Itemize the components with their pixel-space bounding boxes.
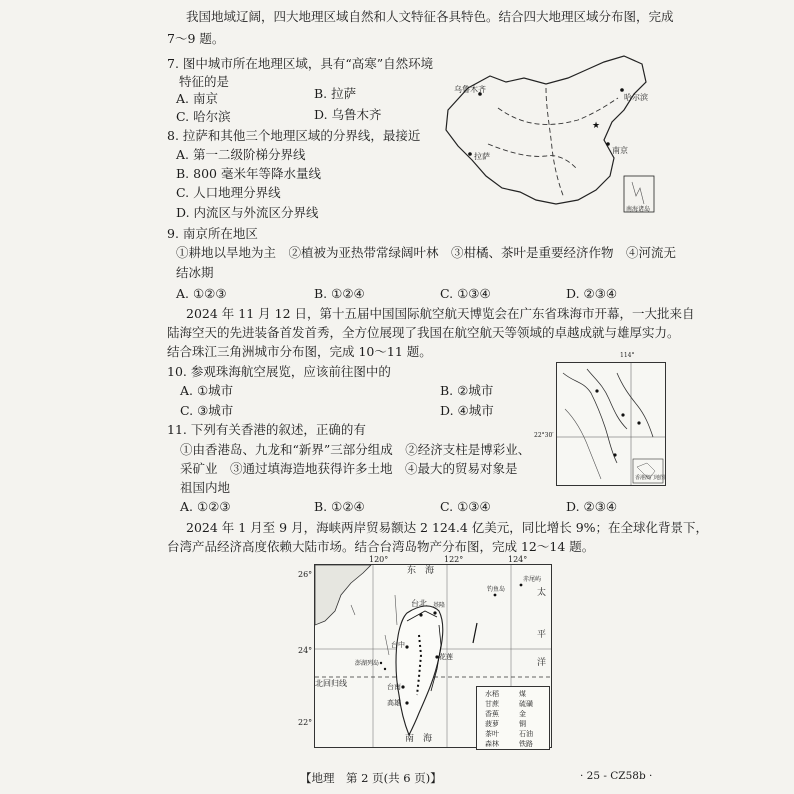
q11-option-c: C. ①③④ — [440, 499, 491, 514]
intro-12-14-line2: 台湾产品经济高度依赖大陆市场。结合台湾岛物产分布图，完成 12～14 题。 — [167, 539, 595, 554]
tw-island-chiwei: 赤尾屿 — [523, 576, 542, 583]
q9-statements-line2: 结冰期 — [176, 265, 214, 280]
legend-copper: 铜 — [519, 720, 526, 728]
legend-sulfur: 硫磺 — [519, 700, 533, 708]
q10-stem: 10. 参观珠海航空展览，应该前往图中的 — [167, 364, 391, 379]
map-label-nanjing: 南京 — [612, 146, 628, 155]
q9-option-c: C. ①③④ — [440, 286, 491, 301]
tw-city-taichung: 台中 — [391, 641, 405, 649]
tw-pacific-1: 太 — [537, 588, 547, 598]
legend-forest: 森林 — [485, 740, 499, 748]
q9-option-d: D. ②③④ — [566, 286, 618, 301]
tw-city-penghu: 澎湖列岛 — [355, 660, 380, 667]
prd-map-svg — [557, 363, 665, 485]
map-label-urumqi: 乌鲁木齐 — [454, 85, 486, 94]
legend-pineapple: 菠萝 — [485, 720, 499, 728]
tw-city-tainan: 台南 — [387, 683, 401, 691]
q8-stem: 8. 拉萨和其他三个地理区域的分界线，最接近 — [167, 128, 421, 143]
tw-city-taipei: 台北 — [411, 599, 427, 608]
prd-inset-label: 香港澳门地图 — [635, 475, 666, 481]
q9-option-a: A. ①②③ — [176, 286, 227, 301]
intro-10-11-line2: 陆海空天的先进装备首发首秀，全方位展现了我国在航空航天等领域的卓越成就与雄厚实力。 — [167, 325, 680, 340]
tw-lon-122: 122° — [444, 555, 464, 564]
legend-rice: 水稻 — [485, 690, 499, 698]
prd-lon-tick: 114° — [620, 352, 635, 359]
map-label-lhasa: 拉萨 — [474, 152, 490, 161]
tw-pacific-3: 洋 — [537, 658, 547, 668]
q11-statements-line3: 祖国内地 — [180, 480, 231, 495]
q10-option-a: A. ①城市 — [180, 383, 234, 398]
q8-option-a: A. 第一二级阶梯分界线 — [176, 147, 306, 162]
tw-sea-south: 南 海 — [405, 734, 433, 744]
tw-lon-124: 124° — [508, 555, 528, 564]
q10-option-c: C. ③城市 — [180, 403, 234, 418]
q7-option-b: B. 拉萨 — [314, 86, 357, 101]
footer-page-info: 【地理 第 2 页(共 6 页)】 — [300, 771, 442, 785]
q10-option-d: D. ④城市 — [440, 403, 494, 418]
tw-lat-24: 24° — [298, 646, 313, 655]
pearl-river-delta-map — [556, 362, 666, 486]
tw-island-diaoyu: 钓鱼岛 — [487, 586, 506, 593]
q9-stem: 9. 南京所在地区 — [167, 226, 258, 241]
legend-banana: 香蕉 — [485, 710, 499, 718]
intro-7-9-line1: 我国地域辽阔，四大地理区域自然和人文特征各具特色。结合四大地理区域分布图，完成 — [186, 9, 674, 24]
legend-tea: 茶叶 — [485, 730, 499, 738]
q8-option-c: C. 人口地理分界线 — [176, 185, 281, 200]
china-regions-map — [428, 48, 664, 216]
q9-option-b: B. ①②④ — [314, 286, 365, 301]
q7-stem: 7. 图中城市所在地理区域，具有“高寒”自然环境 — [167, 56, 434, 71]
q11-option-d: D. ②③④ — [566, 499, 618, 514]
china-outline-svg — [428, 48, 664, 216]
tw-city-kaohsiung: 高雄 — [387, 699, 401, 707]
legend-gold: 金 — [519, 710, 526, 718]
svg-text:★: ★ — [592, 121, 601, 131]
q7-option-a: A. 南京 — [176, 91, 218, 106]
map-inset-south-china-sea: 南海诸岛 — [626, 206, 651, 213]
q11-option-a: A. ①②③ — [180, 499, 231, 514]
tw-sea-east: 东 海 — [407, 566, 435, 576]
legend-sugarcane: 甘蔗 — [485, 700, 499, 708]
legend-oil: 石油 — [519, 730, 533, 738]
q7-option-c: C. 哈尔滨 — [176, 109, 231, 124]
q8-option-b: B. 800 毫米年等降水量线 — [176, 166, 321, 181]
footer-code: · 25 - CZ58b · — [580, 770, 653, 782]
q7-stem-cont: 特征的是 — [179, 74, 230, 89]
map-label-harbin: 哈尔滨 — [624, 93, 648, 102]
q11-option-b: B. ①②④ — [314, 499, 365, 514]
intro-10-11-line3: 结合珠江三角洲城市分布图，完成 10～11 题。 — [167, 344, 432, 359]
q11-statements-line1: ①由香港岛、九龙和“新界”三部分组成 ②经济支柱是博彩业、 — [180, 442, 531, 457]
tw-city-keelung: 基隆 — [433, 602, 446, 609]
tw-pacific-2: 平 — [537, 630, 547, 640]
q11-statements-line2: 采矿业 ③通过填海造地获得许多土地 ④最大的贸易对象是 — [180, 461, 518, 476]
q8-option-d: D. 内流区与外流区分界线 — [176, 205, 319, 220]
tw-tropic-of-cancer: 北回归线 — [315, 679, 347, 688]
q7-option-d: D. 乌鲁木齐 — [314, 107, 382, 122]
q10-option-b: B. ②城市 — [440, 383, 494, 398]
tw-lat-26: 26° — [298, 570, 313, 579]
intro-10-11-line1: 2024 年 11 月 12 日，第十五届中国国际航空航天博览会在广东省珠海市开幕，一大批来自 — [186, 306, 695, 321]
q11-stem: 11. 下列有关香港的叙述，正确的有 — [167, 422, 366, 437]
legend-railway: 铁路 — [519, 740, 533, 748]
q9-statements-line1: ①耕地以旱地为主 ②植被为亚热带常绿阔叶林 ③柑橘、茶叶是重要经济作物 ④河流无 — [176, 245, 677, 260]
intro-12-14-line1: 2024 年 1 月至 9 月，海峡两岸贸易额达 2 124.4 亿美元，同比增长 9%；在全球化背景下， — [186, 520, 709, 535]
intro-7-9-line2: 7～9 题。 — [167, 31, 225, 46]
taiwan-map-legend — [476, 686, 550, 750]
tw-lon-120: 120° — [369, 555, 389, 564]
legend-coal: 煤 — [519, 690, 526, 698]
tw-lat-22: 22° — [298, 718, 313, 727]
tw-city-hualien: 花莲 — [439, 653, 453, 661]
prd-lat-tick: 22°30′ — [534, 432, 554, 439]
